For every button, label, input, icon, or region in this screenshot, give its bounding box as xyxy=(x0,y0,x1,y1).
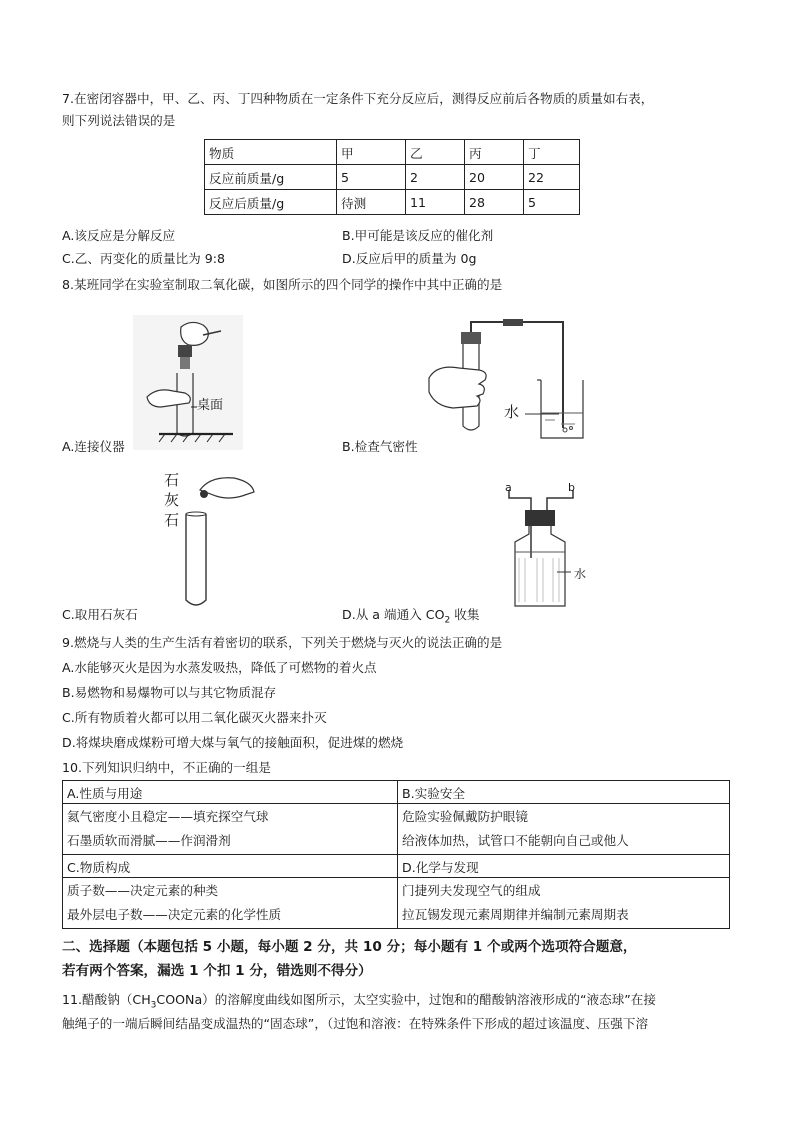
q8-option-d xyxy=(342,604,479,626)
figure-check-airtightness xyxy=(425,318,585,443)
q8-option-b: B.检查气密性 xyxy=(342,439,418,454)
table-cell: 甲 xyxy=(337,140,406,165)
q10-table xyxy=(62,780,730,929)
table-cell: 5 xyxy=(524,190,580,215)
q7-option-d: D.反应后甲的质量为 0g xyxy=(342,251,477,266)
figure-a-label: 桌面 xyxy=(197,398,224,413)
figure-take-limestone xyxy=(180,472,260,612)
q8-option-c: C.取用石灰石 xyxy=(62,607,138,622)
q7-stem-line1: 7.在密闭容器中，甲、乙、丙、丁四种物质在一定条件下充分反应后，测得反应前后各物质的质量如右表， xyxy=(62,91,654,106)
figure-connect-apparatus xyxy=(133,315,243,450)
table-cell: 11 xyxy=(406,190,465,215)
figure-d-label-water: 水 xyxy=(574,567,587,581)
q10-stem: 10.下列知识归纳中，不正确的一组是 xyxy=(62,760,271,775)
label-char: 石 xyxy=(164,471,180,489)
q11-text: 11.醋酸钠（CH xyxy=(62,992,151,1007)
table-row xyxy=(205,140,580,165)
table-row xyxy=(63,781,730,804)
q7-option-b: B.甲可能是该反应的催化剂 xyxy=(342,228,494,243)
label-char: 灰 xyxy=(164,491,180,509)
section-heading-line1: 二、选择题（本题包括 5 小题，每小题 2 分，共 10 分；每小题有 1 个或两个选项符合题意， xyxy=(62,939,637,955)
table-row xyxy=(63,878,730,929)
q9-stem: 9.燃烧与人类的生产生活有着密切的联系，下列关于燃烧与灭火的说法正确的是 xyxy=(62,635,503,650)
section-heading-line2: 若有两个答案，漏选 1 个扣 1 分，错选则不得分） xyxy=(62,963,372,979)
table-cell: C.物质构成 xyxy=(63,855,398,878)
q9-option-c: C.所有物质着火都可以用二氧化碳灭火器来扑灭 xyxy=(62,710,327,725)
q8-option-a: A.连接仪器 xyxy=(62,439,125,454)
table-row xyxy=(205,165,580,190)
figure-d-label-b: b xyxy=(568,481,575,494)
table-cell: 乙 xyxy=(406,140,465,165)
label-char: 石 xyxy=(164,511,180,529)
table-cell: 危险实验佩戴防护眼镜 给液体加热，试管口不能朝向自己或他人 xyxy=(398,804,730,855)
q9-option-b: B.易燃物和易爆物可以与其它物质混存 xyxy=(62,685,277,700)
table-cell: 质子数——决定元素的种类 最外层电子数——决定元素的化学性质 xyxy=(63,878,398,929)
q11-text: COONa）的溶解度曲线如图所示，太空实验中，过饱和的醋酸钠溶液形成的“液态球”在接 xyxy=(156,992,656,1007)
figure-collect-co2 xyxy=(495,480,595,610)
q7-option-a: A.该反应是分解反应 xyxy=(62,228,176,243)
table-cell: 反应后质量/g xyxy=(205,190,337,215)
option-text: 收集 xyxy=(450,607,480,622)
q7-option-c: C.乙、丙变化的质量比为 9:8 xyxy=(62,251,226,266)
table-row xyxy=(205,190,580,215)
figure-d-label-a: a xyxy=(505,481,512,494)
table-cell: 丁 xyxy=(524,140,580,165)
figure-b-label: 水 xyxy=(504,403,520,421)
table-cell: 氦气密度小且稳定——填充探空气球 石墨质软而滑腻——作润滑剂 xyxy=(63,804,398,855)
table-cell: B.实验安全 xyxy=(398,781,730,804)
table-cell: 门捷列夫发现空气的组成 拉瓦锡发现元素周期律并编制元素周期表 xyxy=(398,878,730,929)
table-cell: A.性质与用途 xyxy=(63,781,398,804)
q11-line1 xyxy=(62,991,656,1015)
table-cell: D.化学与发现 xyxy=(398,855,730,878)
table-cell: 丙 xyxy=(465,140,524,165)
option-text: D.从 a 端通入 CO xyxy=(342,607,445,622)
table-cell: 20 xyxy=(465,165,524,190)
table-cell: 物质 xyxy=(205,140,337,165)
table-row xyxy=(63,804,730,855)
table-cell: 28 xyxy=(465,190,524,215)
q9-option-a: A.水能够灭火是因为水蒸发吸热，降低了可燃物的着火点 xyxy=(62,660,377,675)
q9-option-d: D.将煤块磨成煤粉可增大煤与氧气的接触面积，促进煤的燃烧 xyxy=(62,735,404,750)
subscript: 2 xyxy=(444,615,451,626)
table-cell: 待测 xyxy=(337,190,406,215)
q7-table xyxy=(204,139,580,215)
q7-stem-line2: 则下列说法错误的是 xyxy=(62,113,176,128)
table-cell: 22 xyxy=(524,165,580,190)
table-cell: 反应前质量/g xyxy=(205,165,337,190)
q8-stem: 8.某班同学在实验室制取二氧化碳，如图所示的四个同学的操作中其中正确的是 xyxy=(62,277,503,292)
q11-line2: 触绳子的一端后瞬间结晶变成温热的“固态球”，（过饱和溶液：在特殊条件下形成的超过该温度、压强下溶 xyxy=(62,1016,649,1031)
table-row xyxy=(63,855,730,878)
subscript: 3 xyxy=(150,1000,157,1011)
table-cell: 2 xyxy=(406,165,465,190)
table-cell: 5 xyxy=(337,165,406,190)
